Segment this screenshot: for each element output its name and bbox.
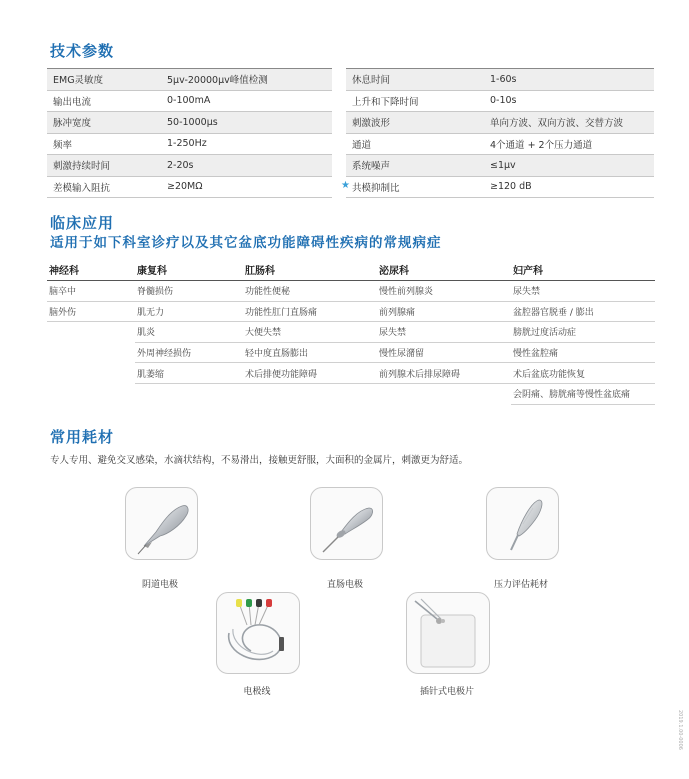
spec-key: 刺激波形 xyxy=(346,112,490,134)
spec-value: 0-10s xyxy=(490,90,654,112)
spec-key: 脉冲宽度 xyxy=(47,112,167,134)
cell: 慢性尿潴留 xyxy=(377,342,511,363)
table-row xyxy=(47,342,655,363)
vaginal-electrode-icon xyxy=(126,488,197,559)
table-row xyxy=(47,301,655,322)
rectal-electrode-card xyxy=(310,487,383,560)
cell: 肌炎 xyxy=(135,322,243,343)
spec-key: EMG灵敏度 xyxy=(47,69,167,91)
pressure-consumable-label: 压力评估耗材 xyxy=(493,580,548,590)
spec-key xyxy=(341,176,490,198)
spec-row xyxy=(47,69,332,91)
spec-row xyxy=(346,176,654,198)
spec-key: 系统噪声 xyxy=(346,155,490,177)
spec-row xyxy=(47,155,332,177)
cell: 术后盆底功能恢复 xyxy=(511,363,655,384)
spec-row xyxy=(346,69,654,91)
cell: 膀胱过度活动症 xyxy=(511,322,655,343)
cell xyxy=(47,322,135,343)
vaginal-electrode-label: 阴道电极 xyxy=(141,580,178,590)
spec-value: 单向方波、双向方波、交替方波 xyxy=(490,112,654,134)
table-row xyxy=(47,281,655,302)
cell: 肌萎缩 xyxy=(135,363,243,384)
rectal-electrode-icon xyxy=(311,488,382,559)
cell: 外周神经损伤 xyxy=(135,342,243,363)
cell: 脊髓损伤 xyxy=(135,281,243,302)
cell: 脑外伤 xyxy=(47,301,135,322)
electrode-pad-card xyxy=(406,592,490,674)
col-header: 神经科 xyxy=(47,258,135,281)
cell: 术后排便功能障碍 xyxy=(243,363,377,384)
specs-title: 技术参数 xyxy=(50,42,115,60)
cell: 轻中度直肠膨出 xyxy=(243,342,377,363)
side-code: 2019.1.00-0006 xyxy=(677,710,683,750)
spec-table-right xyxy=(341,68,654,198)
cell xyxy=(377,383,511,404)
spec-value: 0-100mA xyxy=(167,90,332,112)
electrode-pad-label: 插针式电极片 xyxy=(419,687,474,697)
spec-row xyxy=(47,133,332,155)
spec-row xyxy=(346,90,654,112)
vaginal-electrode-card xyxy=(125,487,198,560)
spec-key: 休息时间 xyxy=(346,69,490,91)
spec-value: 4个通道 + 2个压力通道 xyxy=(490,133,654,155)
spec-key: 上升和下降时间 xyxy=(346,90,490,112)
spec-row xyxy=(47,176,332,198)
electrode-wire-label: 电极线 xyxy=(243,687,271,697)
cell: 功能性肛门直肠痛 xyxy=(243,301,377,322)
cell: 会阴痛、膀胱痛等慢性盆底痛 xyxy=(511,383,655,404)
col-header: 康复科 xyxy=(135,258,243,281)
electrode-wire-icon xyxy=(217,593,299,673)
spec-value: 5μv-20000μv峰值检测 xyxy=(167,69,332,91)
col-header: 肛肠科 xyxy=(243,258,377,281)
rectal-electrode-label: 直肠电极 xyxy=(326,580,363,590)
spec-key: 频率 xyxy=(47,133,167,155)
spec-table-left xyxy=(47,68,332,198)
clinical-subtitle: 适用于如下科室诊疗以及其它盆底功能障碍性疾病的常规病症 xyxy=(50,235,442,251)
table-row xyxy=(47,383,655,404)
clinical-table xyxy=(47,258,655,405)
cell: 尿失禁 xyxy=(511,281,655,302)
electrode-wire-card xyxy=(216,592,300,674)
cell xyxy=(47,383,135,404)
spec-row xyxy=(346,112,654,134)
cell xyxy=(47,342,135,363)
spec-key: 刺激持续时间 xyxy=(47,155,167,177)
col-header: 泌尿科 xyxy=(377,258,511,281)
spec-key: 输出电流 xyxy=(47,90,167,112)
spec-row xyxy=(346,155,654,177)
cell: 肌无力 xyxy=(135,301,243,322)
spec-value: ≥120 dB xyxy=(490,176,654,198)
clinical-title: 临床应用 xyxy=(50,214,115,232)
spec-value: ≥20MΩ xyxy=(167,176,332,198)
pressure-consumable-card xyxy=(486,487,559,560)
cell xyxy=(135,383,243,404)
cell: 前列腺痛 xyxy=(377,301,511,322)
cell: 前列腺术后排尿障碍 xyxy=(377,363,511,384)
table-row xyxy=(47,363,655,384)
cell: 功能性便秘 xyxy=(243,281,377,302)
cell: 大便失禁 xyxy=(243,322,377,343)
col-header: 妇产科 xyxy=(511,258,655,281)
table-row xyxy=(47,322,655,343)
cell: 脑卒中 xyxy=(47,281,135,302)
spec-value: 2-20s xyxy=(167,155,332,177)
cell: 慢性盆腔痛 xyxy=(511,342,655,363)
star-icon: ★ xyxy=(341,179,350,191)
consumables-title: 常用耗材 xyxy=(50,428,115,446)
spec-value: 1-250Hz xyxy=(167,133,332,155)
pressure-probe-icon xyxy=(487,488,558,559)
cell xyxy=(47,363,135,384)
clinical-header-row xyxy=(47,258,655,281)
spec-key-text: 共模抑制比 xyxy=(352,182,400,194)
spec-value: 50-1000μs xyxy=(167,112,332,134)
spec-key: 通道 xyxy=(346,133,490,155)
consumables-description: 专人专用、避免交叉感染，水滴状结构，不易滑出，接触更舒服，大面积的金属片，刺激更为舒适。 xyxy=(50,455,469,466)
spec-row xyxy=(47,112,332,134)
cell xyxy=(243,383,377,404)
spec-row xyxy=(47,90,332,112)
cell: 盆腔器官脱垂 / 膨出 xyxy=(511,301,655,322)
cell: 尿失禁 xyxy=(377,322,511,343)
spec-key: 差模输入阻抗 xyxy=(47,176,167,198)
electrode-pad-icon xyxy=(407,593,489,673)
spec-value: ≤1μv xyxy=(490,155,654,177)
spec-row xyxy=(346,133,654,155)
spec-value: 1-60s xyxy=(490,69,654,91)
cell: 慢性前列腺炎 xyxy=(377,281,511,302)
